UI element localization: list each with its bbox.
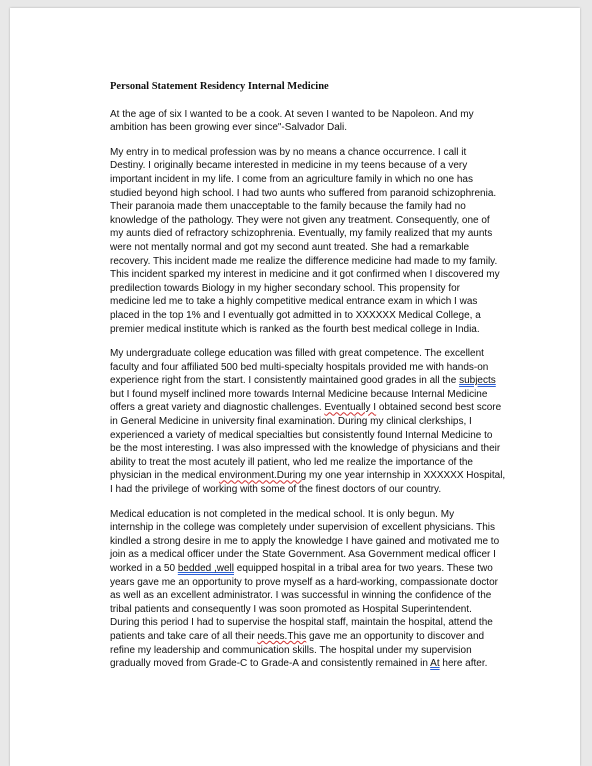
grammar-suggestion-mark[interactable]: subjects bbox=[459, 375, 496, 387]
text-line: refine my leadership and communication skills. The hospital under my supervision bbox=[110, 644, 472, 656]
text-line: join as a medical officer under the State Government. Asa Government medical officer I bbox=[110, 549, 496, 561]
text-line: worked in a 50 bedded ,well equipped hospital in a tribal area for two years. These two bbox=[110, 563, 493, 574]
text-line: This incident sparked my interest in medicine and it got confirmed when I discovered my bbox=[110, 269, 500, 281]
text-line: Medical education is not completed in the medical school. It is only begun. My bbox=[110, 508, 455, 520]
text-line: During this period I had to supervise the hospital staff, maintain the hospital, attend the bbox=[110, 617, 493, 629]
text-line: tribal patients and consequently I was soon promoted as Hospital Superintendent. bbox=[110, 603, 472, 615]
text-line: faculty and four affiliated 500 bed multi-specialty hospitals provided me with hands-on bbox=[110, 361, 489, 373]
text-line: premier medical institute which is ranked as the fourth best medical college in India. bbox=[110, 323, 480, 335]
text-line: but I found myself inclined more towards Internal Medicine because Internal Medicine bbox=[110, 388, 488, 400]
spelling-error-mark[interactable]: needs.This bbox=[257, 630, 307, 642]
text-line: gradually moved from Grade-C to Grade-A and consistently remained in At here after. bbox=[110, 658, 488, 670]
text-line: My entry in to medical profession was by no means a chance occurrence. I call it bbox=[110, 146, 467, 158]
paragraph-container bbox=[110, 108, 518, 671]
text-line: ability to treat the most acutely ill patient, who led me realize the importance of the bbox=[110, 456, 473, 468]
text-line: be the most interesting. I was also impressed with the knowledge of physicians and their bbox=[110, 443, 501, 455]
text-line: recovery. This incident made me realize the difference medicine had made to my family. bbox=[110, 255, 498, 267]
text-line: in General Medicine in university final examination. During my clinical clerkships, I bbox=[110, 416, 472, 428]
text-line: My undergraduate college education was filled with great competence. The excellent bbox=[110, 348, 484, 360]
document-page bbox=[10, 8, 580, 766]
text-line: Destiny. I originally became interested in medicine in my teens because of a very bbox=[110, 160, 468, 172]
text-line: important incident in my life. I come from an agriculture family in which no one has bbox=[110, 173, 473, 185]
text-line: At the age of six I wanted to be a cook. At seven I wanted to be Napoleon. And my bbox=[110, 108, 474, 120]
text-line: as well as an excellent administrator. I was successful in winning the confidence of the bbox=[110, 590, 492, 602]
text-line: were not mentally normal and got my second aunt treated. She had a remarkable bbox=[110, 241, 470, 253]
text-line: studied beyond high school. I had two aunts who suffered from paranoid schizophrenia. bbox=[110, 187, 497, 199]
text-line: experience right from the start. I consistently maintained good grades in all the subjects bbox=[110, 375, 496, 387]
text-line: years gave me an opportunity to prove myself as a hard-working, compassionate doctor bbox=[110, 576, 498, 588]
paragraph bbox=[110, 347, 518, 497]
text-line: my aunts died of refractory schizophrenia. Eventually, my family realized that my aunts bbox=[110, 228, 493, 240]
text-line: ambition has been growing ever since"-Salvador Dali. bbox=[110, 122, 348, 134]
text-line: placed in the top 1% and I eventually got admitted in to XXXXXX Medical College, a bbox=[110, 309, 481, 321]
document-body[interactable] bbox=[110, 80, 518, 682]
paragraph bbox=[110, 108, 518, 135]
document-title: Personal Statement Residency Internal Medicine bbox=[110, 81, 329, 92]
spelling-error-mark[interactable]: environment.During bbox=[218, 470, 307, 482]
grammar-suggestion-mark[interactable]: bedded ,well bbox=[177, 563, 234, 574]
text-line: medicine led me to take a highly competitive medical entrance exam in which I was bbox=[110, 296, 478, 308]
text-line: predilection towards Biology in my higher secondary school. This propensity for bbox=[110, 282, 460, 294]
paragraph bbox=[110, 146, 518, 336]
text-line: physician in the medical environment.During my one year internship in XXXXXX Hospital, bbox=[110, 470, 506, 482]
text-line: I had the privilege of working with some of the finest doctors of our country. bbox=[110, 484, 442, 496]
grammar-suggestion-mark[interactable]: At bbox=[430, 658, 440, 670]
text-line: Their paranoia made them unacceptable to the family because the family had no bbox=[110, 201, 466, 213]
text-line: knowledge of the pathology. They were not given any treatment. Consequently, one of bbox=[110, 214, 490, 226]
text-line: internship in the college was completely under supervision of excellent physicians. This bbox=[110, 522, 496, 534]
paragraph bbox=[110, 508, 518, 671]
text-line: kindled a strong desire in me to apply the knowledge I have gained and motivated me to bbox=[110, 535, 500, 547]
text-line: offers a great variety and diagnostic challenges. Eventually I obtained second best score bbox=[110, 402, 502, 414]
spelling-error-mark[interactable]: Eventually I bbox=[324, 402, 377, 414]
text-line: patients and take care of all their needs.This gave me an opportunity to discover and bbox=[110, 630, 485, 642]
text-line: experienced a variety of medical specialties but consistently found Internal Medicine to bbox=[110, 429, 493, 441]
